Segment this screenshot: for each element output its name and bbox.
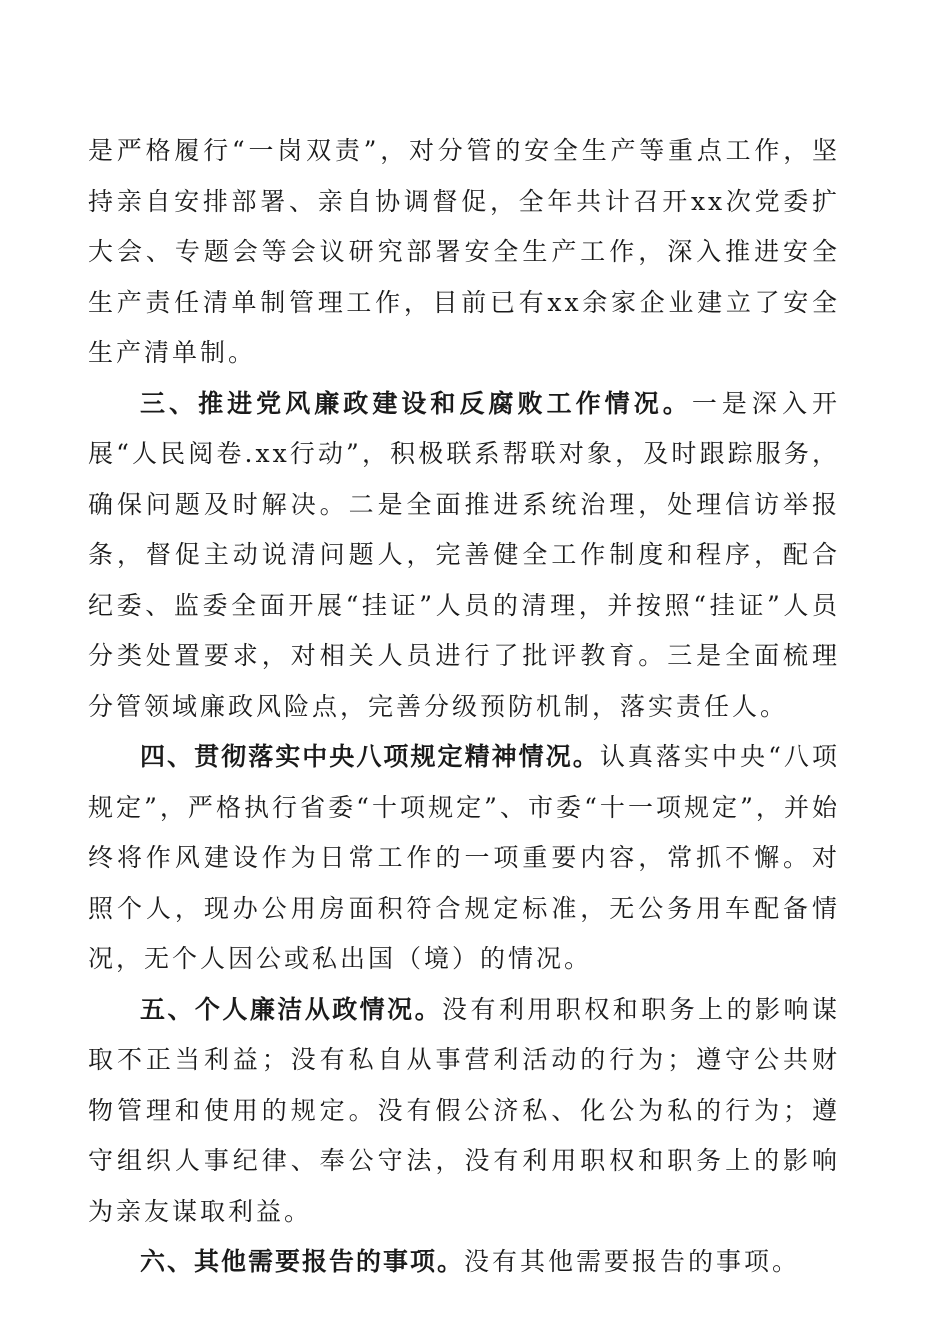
paragraph-text: 一是深入开展“人民阅卷.xx行动”，积极联系帮联对象，及时跟踪服务，确保问题及时解决。二是全面推进系统治理，处理信访举报条，督促主动说清问题人，完善健全工作制度和程序，配合纪委、监委全面开展“挂证”人员的清理，并按照“挂证”人员分类处置要求，对相关人员进行了批评教育。三是全面梳理分管领域廉政风险点，完善分级预防机制，落实责任人。 [88, 388, 840, 721]
section-heading: 四、贯彻落实中央八项规定精神情况。 [140, 742, 600, 771]
paragraph-section-4 [88, 732, 840, 985]
section-heading: 五、个人廉洁从政情况。 [140, 994, 443, 1024]
paragraph-text: 没有利用职权和职务上的影响谋取不正当利益；没有私自从事营利活动的行为；遵守公共财物管理和使用的规定。没有假公济私、化公为私的行为；遵守组织人事纪律、奉公守法，没有利用职权和职务上的影响为亲友谋取利益。 [88, 994, 840, 1226]
document-body [88, 126, 840, 1288]
paragraph-continuation [88, 126, 840, 379]
paragraph-section-5 [88, 985, 840, 1238]
paragraph-text: 认真落实中央“八项规定”，严格执行省委“十项规定”、市委“十一项规定”，并始终将作风建设作为日常工作的一项重要内容，常抓不懈。对照个人，现办公用房面积符合规定标准，无公务用车配备情况，无个人因公或私出国（境）的情况。 [88, 742, 840, 973]
paragraph-text: 是严格履行“一岗双责”，对分管的安全生产等重点工作，坚持亲自安排部署、亲自协调督促，全年共计召开xx次党委扩大会、专题会等会议研究部署安全生产工作，深入推进安全生产责任清单制管理工作，目前已有xx余家企业建立了安全生产清单制。 [88, 136, 840, 367]
paragraph-section-3 [88, 379, 840, 733]
section-heading: 三、推进党风廉政建设和反腐败工作情况。 [140, 388, 692, 418]
paragraph-text: 没有其他需要报告的事项。 [464, 1247, 801, 1276]
section-heading: 六、其他需要报告的事项。 [140, 1247, 465, 1276]
paragraph-section-6 [88, 1237, 840, 1288]
